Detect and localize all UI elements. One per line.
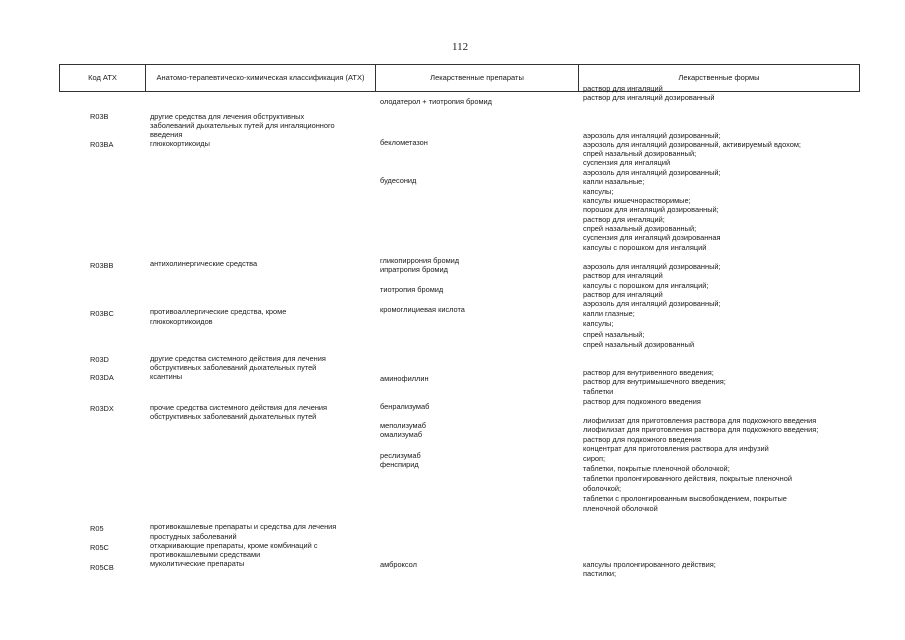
header-medicines: Лекарственные препараты xyxy=(376,65,579,92)
medicine-name: бенрализумаб xyxy=(380,402,430,411)
atc-classification: противокашлевыми средствами xyxy=(150,550,261,559)
medicine-name: фенспирид xyxy=(380,460,419,469)
atc-classification: муколитические препараты xyxy=(150,559,245,568)
dosage-form: таблетки пролонгированного действия, покрытые пленочной xyxy=(583,474,792,483)
table-header xyxy=(59,64,860,92)
medicine-name: гликопиррония бромид xyxy=(380,256,460,265)
atc-code: R03D xyxy=(90,355,109,364)
dosage-form: капсулы кишечнорастворимые; xyxy=(583,196,691,205)
medicine-name: омализумаб xyxy=(380,430,423,439)
dosage-form: таблетки xyxy=(583,387,614,396)
dosage-form: пастилки; xyxy=(583,569,617,578)
medicine-name: аминофиллин xyxy=(380,374,429,383)
atc-classification: введения xyxy=(150,130,183,139)
atc-classification: антихолинергические средства xyxy=(150,259,258,268)
dosage-form: аэрозоль для ингаляций дозированный; xyxy=(583,262,721,271)
dosage-form: оболочкой; xyxy=(583,484,622,493)
dosage-form: спрей назальный дозированный xyxy=(583,340,695,349)
medicine-name: будесонид xyxy=(380,176,417,185)
dosage-form: таблетки с пролонгированным высвобождением, покрытые xyxy=(583,494,787,503)
dosage-form: раствор для подкожного введения xyxy=(583,435,701,444)
dosage-form: концентрат для приготовления раствора для инфузий xyxy=(583,444,769,453)
dosage-form: раствор для ингаляций xyxy=(583,84,663,93)
medicine-name: меполизумаб xyxy=(380,421,426,430)
atc-code: R05C xyxy=(90,543,109,552)
header-atc-code: Код АТХ xyxy=(60,65,146,92)
dosage-form: таблетки, покрытые пленочной оболочкой; xyxy=(583,464,730,473)
dosage-form: лиофилизат для приготовления раствора для подкожного введения; xyxy=(583,425,819,434)
dosage-form: сироп; xyxy=(583,454,606,463)
dosage-form: капли назальные; xyxy=(583,177,645,186)
atc-code: R05 xyxy=(90,524,104,533)
dosage-form: аэрозоль для ингаляций дозированный; xyxy=(583,299,721,308)
header-atc-classification: Анатомо-терапевтическо-химическая классификация (АТХ) xyxy=(146,65,376,92)
dosage-form: спрей назальный; xyxy=(583,330,645,339)
medicine-name: беклометазон xyxy=(380,138,428,147)
dosage-form: раствор для подкожного введения xyxy=(583,397,701,406)
atc-code: R03BA xyxy=(90,140,114,149)
dosage-form: раствор для ингаляций дозированный xyxy=(583,93,715,102)
medicine-name: амброксол xyxy=(380,560,417,569)
dosage-form: аэрозоль для ингаляций дозированный; xyxy=(583,131,721,140)
dosage-form: раствор для внутривенного введения; xyxy=(583,368,714,377)
dosage-form: аэрозоль для ингаляций дозированный, активируемый вдохом; xyxy=(583,140,801,149)
atc-code: R03BC xyxy=(90,309,114,318)
dosage-form: капсулы пролонгированного действия; xyxy=(583,560,716,569)
medicine-name: олодатерол + тиотропия бромид xyxy=(380,97,492,106)
header-dosage-forms: Лекарственные формы xyxy=(579,65,860,92)
medicine-name: кромоглициевая кислота xyxy=(380,305,465,314)
atc-classification: простудных заболеваний xyxy=(150,532,237,541)
medicine-name: тиотропия бромид xyxy=(380,285,444,294)
atc-code: R03DA xyxy=(90,373,114,382)
atc-classification: заболеваний дыхательных путей для ингаляционного xyxy=(150,121,335,130)
dosage-form: лиофилизат для приготовления раствора для подкожного введения xyxy=(583,416,817,425)
atc-classification: другие средства системного действия для лечения xyxy=(150,354,326,363)
atc-classification: противоаллергические средства, кроме xyxy=(150,307,287,316)
medicine-name: реслизумаб xyxy=(380,451,421,460)
dosage-form: раствор для ингаляций xyxy=(583,290,663,299)
atc-classification: отхаркивающие препараты, кроме комбинаций с xyxy=(150,541,318,550)
dosage-form: раствор для ингаляций xyxy=(583,271,663,280)
dosage-form: спрей назальный дозированный; xyxy=(583,224,697,233)
dosage-form: капсулы с порошком для ингаляций; xyxy=(583,281,709,290)
page-number: 112 xyxy=(452,41,469,53)
atc-classification: глюкокортикоидов xyxy=(150,317,213,326)
atc-code: R03B xyxy=(90,112,109,121)
dosage-form: спрей назальный дозированный; xyxy=(583,149,697,158)
dosage-form: суспензия для ингаляций xyxy=(583,158,671,167)
dosage-form: раствор для внутримышечного введения; xyxy=(583,377,726,386)
atc-classification: противокашлевые препараты и средства для лечения xyxy=(150,522,337,531)
atc-classification: глюкокортикоиды xyxy=(150,139,210,148)
dosage-form: аэрозоль для ингаляций дозированный; xyxy=(583,168,721,177)
dosage-form: капсулы; xyxy=(583,319,614,328)
atc-code: R05CB xyxy=(90,563,114,572)
dosage-form: капли глазные; xyxy=(583,309,635,318)
atc-code: R03DX xyxy=(90,404,114,413)
dosage-form: капсулы; xyxy=(583,187,614,196)
atc-classification: прочие средства системного действия для лечения xyxy=(150,403,328,412)
dosage-form: капсулы с порошком для ингаляций xyxy=(583,243,707,252)
dosage-form: пленочной оболочкой xyxy=(583,504,658,513)
atc-classification: ксантины xyxy=(150,372,183,381)
dosage-form: порошок для ингаляций дозированный; xyxy=(583,205,719,214)
atc-classification: другие средства для лечения обструктивных xyxy=(150,112,305,121)
atc-classification: обструктивных заболеваний дыхательных путей xyxy=(150,412,317,421)
medicine-name: ипратропия бромид xyxy=(380,265,448,274)
dosage-form: суспензия для ингаляций дозированная xyxy=(583,233,721,242)
atc-code: R03BB xyxy=(90,261,114,270)
dosage-form: раствор для ингаляций; xyxy=(583,215,665,224)
atc-classification: обструктивных заболеваний дыхательных путей xyxy=(150,363,317,372)
